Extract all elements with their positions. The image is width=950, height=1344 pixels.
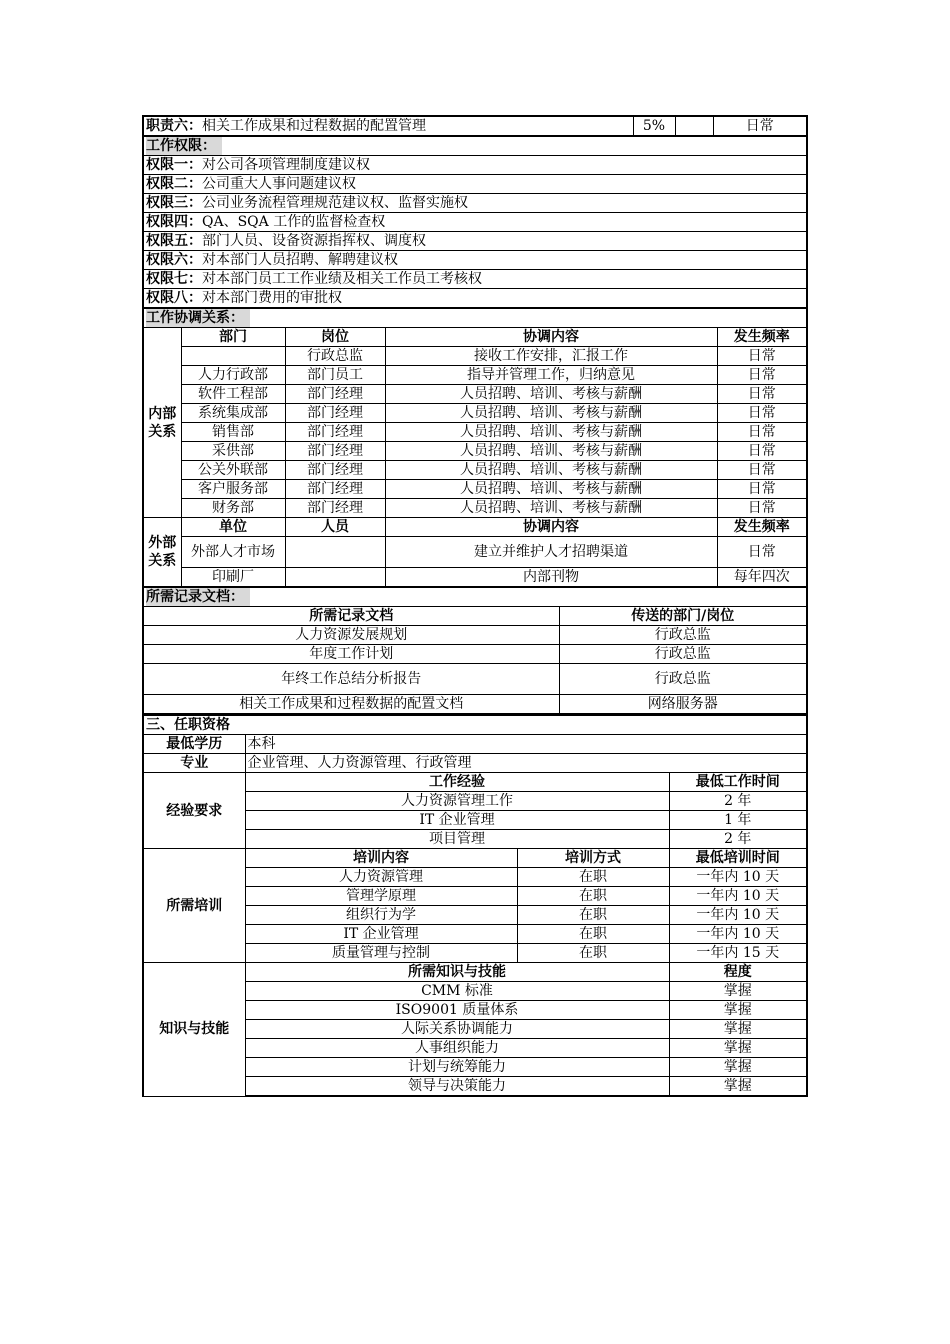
authority-row [143, 213, 807, 232]
experience-header: 工作经验 [245, 773, 669, 792]
experience-cell: IT 企业管理 [245, 811, 669, 830]
qualifications-table [142, 714, 808, 1097]
internal-cell: 人员招聘、培训、考核与薪酬 [385, 423, 717, 442]
authority-label: 权限三： [146, 195, 202, 211]
authority-cell [143, 289, 807, 308]
internal-cell: 日常 [717, 404, 807, 423]
external-header: 协调内容 [385, 518, 717, 537]
internal-row [143, 442, 807, 461]
internal-cell: 部门经理 [285, 461, 385, 480]
duty6-text: 相关工作成果和过程数据的配置管理 [202, 118, 426, 134]
external-header: 发生频率 [717, 518, 807, 537]
coordination-title: 工作协调关系： [143, 309, 807, 328]
authority-text: 对公司各项管理制度建议权 [202, 157, 370, 173]
duty6-freq: 日常 [713, 116, 807, 136]
internal-cell: 日常 [717, 423, 807, 442]
records-row [143, 645, 807, 664]
internal-row [143, 480, 807, 499]
records-cell: 人力资源发展规划 [143, 626, 559, 645]
internal-cell: 人员招聘、培训、考核与薪酬 [385, 461, 717, 480]
authority-label: 权限二： [146, 176, 202, 192]
external-row [143, 537, 807, 568]
internal-cell: 部门经理 [285, 423, 385, 442]
skills-cell: 掌握 [669, 1001, 807, 1020]
internal-cell: 财务部 [181, 499, 285, 518]
training-cell: 一年内 10 天 [669, 868, 807, 887]
internal-cell: 接收工作安排，汇报工作 [385, 347, 717, 366]
internal-row [143, 366, 807, 385]
authority-row [143, 194, 807, 213]
training-cell: 管理学原理 [245, 887, 517, 906]
internal-cell: 部门经理 [285, 404, 385, 423]
job-description-sheet [142, 115, 808, 1097]
major-value: 企业管理、人力资源管理、行政管理 [245, 754, 807, 773]
authority-label: 权限七： [146, 271, 202, 287]
authority-row [143, 289, 807, 308]
records-table [142, 587, 808, 714]
internal-header: 发生频率 [717, 328, 807, 347]
internal-cell: 人员招聘、培训、考核与薪酬 [385, 480, 717, 499]
training-cell: 组织行为学 [245, 906, 517, 925]
internal-cell: 部门经理 [285, 385, 385, 404]
external-header-row [143, 518, 807, 537]
skills-cell: 掌握 [669, 1039, 807, 1058]
records-cell: 年终工作总结分析报告 [143, 664, 559, 695]
authority-text: 部门人员、设备资源指挥权、调度权 [202, 233, 426, 249]
authority-title: 工作权限： [143, 137, 807, 156]
training-cell: 在职 [517, 944, 669, 963]
skills-cell: ISO9001 质量体系 [245, 1001, 669, 1020]
education-value: 本科 [245, 735, 807, 754]
internal-header: 部门 [181, 328, 285, 347]
records-row [143, 626, 807, 645]
experience-header-row [143, 773, 807, 792]
internal-cell: 部门经理 [285, 499, 385, 518]
internal-cell: 人力行政部 [181, 366, 285, 385]
authority-label: 权限六： [146, 252, 202, 268]
experience-cell: 项目管理 [245, 830, 669, 849]
authority-text: 对本部门员工工作业绩及相关工作员工考核权 [202, 271, 482, 287]
duty6-empty [675, 116, 713, 136]
authority-label: 权限八： [146, 290, 202, 306]
external-header: 单位 [181, 518, 285, 537]
duty-table [142, 115, 808, 136]
authority-text: 公司重大人事问题建议权 [202, 176, 356, 192]
external-label: 外部关系 [143, 518, 181, 587]
experience-cell: 1 年 [669, 811, 807, 830]
skills-cell: 领导与决策能力 [245, 1077, 669, 1097]
records-row [143, 664, 807, 695]
skills-header-row [143, 963, 807, 982]
internal-header: 岗位 [285, 328, 385, 347]
training-header: 最低培训时间 [669, 849, 807, 868]
authority-text: QA、SQA 工作的监督检查权 [202, 214, 386, 230]
skills-header: 所需知识与技能 [245, 963, 669, 982]
internal-cell: 采供部 [181, 442, 285, 461]
external-header: 人员 [285, 518, 385, 537]
authority-label: 权限四： [146, 214, 202, 230]
internal-cell: 软件工程部 [181, 385, 285, 404]
skills-label: 知识与技能 [143, 963, 245, 1097]
authority-text: 公司业务流程管理规范建议权、监督实施权 [202, 195, 468, 211]
training-header-row [143, 849, 807, 868]
skills-cell: 掌握 [669, 982, 807, 1001]
authority-cell [143, 251, 807, 270]
training-header: 培训方式 [517, 849, 669, 868]
records-cell: 相关工作成果和过程数据的配置文档 [143, 695, 559, 714]
external-cell [285, 568, 385, 587]
authority-row [143, 270, 807, 289]
training-cell: 一年内 10 天 [669, 887, 807, 906]
records-header: 所需记录文档 [143, 607, 559, 626]
skills-cell: 掌握 [669, 1058, 807, 1077]
training-cell: 在职 [517, 906, 669, 925]
skills-cell: CMM 标准 [245, 982, 669, 1001]
experience-label: 经验要求 [143, 773, 245, 849]
internal-row [143, 347, 807, 366]
external-cell [285, 537, 385, 568]
authority-row [143, 175, 807, 194]
external-cell: 每年四次 [717, 568, 807, 587]
external-cell: 内部刊物 [385, 568, 717, 587]
training-cell: 一年内 10 天 [669, 906, 807, 925]
records-cell: 行政总监 [559, 664, 807, 695]
external-row [143, 568, 807, 587]
experience-cell: 2 年 [669, 830, 807, 849]
authority-cell [143, 213, 807, 232]
internal-cell: 人员招聘、培训、考核与薪酬 [385, 385, 717, 404]
internal-cell: 人员招聘、培训、考核与薪酬 [385, 499, 717, 518]
records-row [143, 695, 807, 714]
external-cell: 印刷厂 [181, 568, 285, 587]
internal-header-row [143, 328, 807, 347]
external-cell: 外部人才市场 [181, 537, 285, 568]
education-label: 最低学历 [143, 735, 245, 754]
experience-cell: 人力资源管理工作 [245, 792, 669, 811]
skills-cell: 计划与统筹能力 [245, 1058, 669, 1077]
external-cell: 日常 [717, 537, 807, 568]
internal-cell [181, 347, 285, 366]
authority-row [143, 156, 807, 175]
records-cell: 年度工作计划 [143, 645, 559, 664]
records-cell: 行政总监 [559, 626, 807, 645]
internal-row [143, 461, 807, 480]
training-cell: 在职 [517, 868, 669, 887]
major-label: 专业 [143, 754, 245, 773]
internal-cell: 客户服务部 [181, 480, 285, 499]
skills-cell: 人际关系协调能力 [245, 1020, 669, 1039]
records-cell: 网络服务器 [559, 695, 807, 714]
internal-label: 内部关系 [143, 328, 181, 518]
internal-header: 协调内容 [385, 328, 717, 347]
authority-row [143, 251, 807, 270]
authority-cell [143, 175, 807, 194]
internal-cell: 销售部 [181, 423, 285, 442]
training-cell: IT 企业管理 [245, 925, 517, 944]
internal-cell: 系统集成部 [181, 404, 285, 423]
skills-cell: 掌握 [669, 1020, 807, 1039]
authority-cell [143, 194, 807, 213]
duty6-cell [143, 116, 633, 136]
experience-header: 最低工作时间 [669, 773, 807, 792]
internal-cell: 部门经理 [285, 480, 385, 499]
internal-cell: 人员招聘、培训、考核与薪酬 [385, 442, 717, 461]
authority-cell [143, 232, 807, 251]
authority-table [142, 136, 808, 308]
internal-cell: 日常 [717, 461, 807, 480]
internal-row [143, 385, 807, 404]
internal-cell: 日常 [717, 385, 807, 404]
authority-text: 对本部门费用的审批权 [202, 290, 342, 306]
training-label: 所需培训 [143, 849, 245, 963]
records-title: 所需记录文档： [143, 588, 807, 607]
authority-cell [143, 156, 807, 175]
training-cell: 一年内 15 天 [669, 944, 807, 963]
duty6-percent: 5% [633, 116, 675, 136]
authority-label: 权限五： [146, 233, 202, 249]
internal-row [143, 423, 807, 442]
internal-cell: 人员招聘、培训、考核与薪酬 [385, 404, 717, 423]
records-header: 传送的部门/岗位 [559, 607, 807, 626]
internal-row [143, 499, 807, 518]
external-cell: 建立并维护人才招聘渠道 [385, 537, 717, 568]
internal-row [143, 404, 807, 423]
records-header-row [143, 607, 807, 626]
internal-cell: 行政总监 [285, 347, 385, 366]
training-cell: 质量管理与控制 [245, 944, 517, 963]
training-header: 培训内容 [245, 849, 517, 868]
qualifications-title: 三、任职资格 [143, 715, 807, 735]
authority-row [143, 232, 807, 251]
skills-cell: 掌握 [669, 1077, 807, 1097]
authority-text: 对本部门人员招聘、解聘建议权 [202, 252, 398, 268]
internal-cell: 日常 [717, 499, 807, 518]
training-cell: 在职 [517, 925, 669, 944]
authority-label: 权限一： [146, 157, 202, 173]
internal-cell: 日常 [717, 442, 807, 461]
training-cell: 一年内 10 天 [669, 925, 807, 944]
duty6-label: 职责六： [146, 118, 202, 134]
skills-cell: 人事组织能力 [245, 1039, 669, 1058]
internal-cell: 日常 [717, 366, 807, 385]
training-cell: 在职 [517, 887, 669, 906]
records-cell: 行政总监 [559, 645, 807, 664]
skills-header: 程度 [669, 963, 807, 982]
internal-cell: 日常 [717, 480, 807, 499]
internal-cell: 公关外联部 [181, 461, 285, 480]
internal-cell: 指导并管理工作，归纳意见 [385, 366, 717, 385]
internal-cell: 日常 [717, 347, 807, 366]
authority-cell [143, 270, 807, 289]
coordination-table [142, 308, 808, 587]
experience-cell: 2 年 [669, 792, 807, 811]
internal-cell: 部门员工 [285, 366, 385, 385]
training-cell: 人力资源管理 [245, 868, 517, 887]
internal-cell: 部门经理 [285, 442, 385, 461]
